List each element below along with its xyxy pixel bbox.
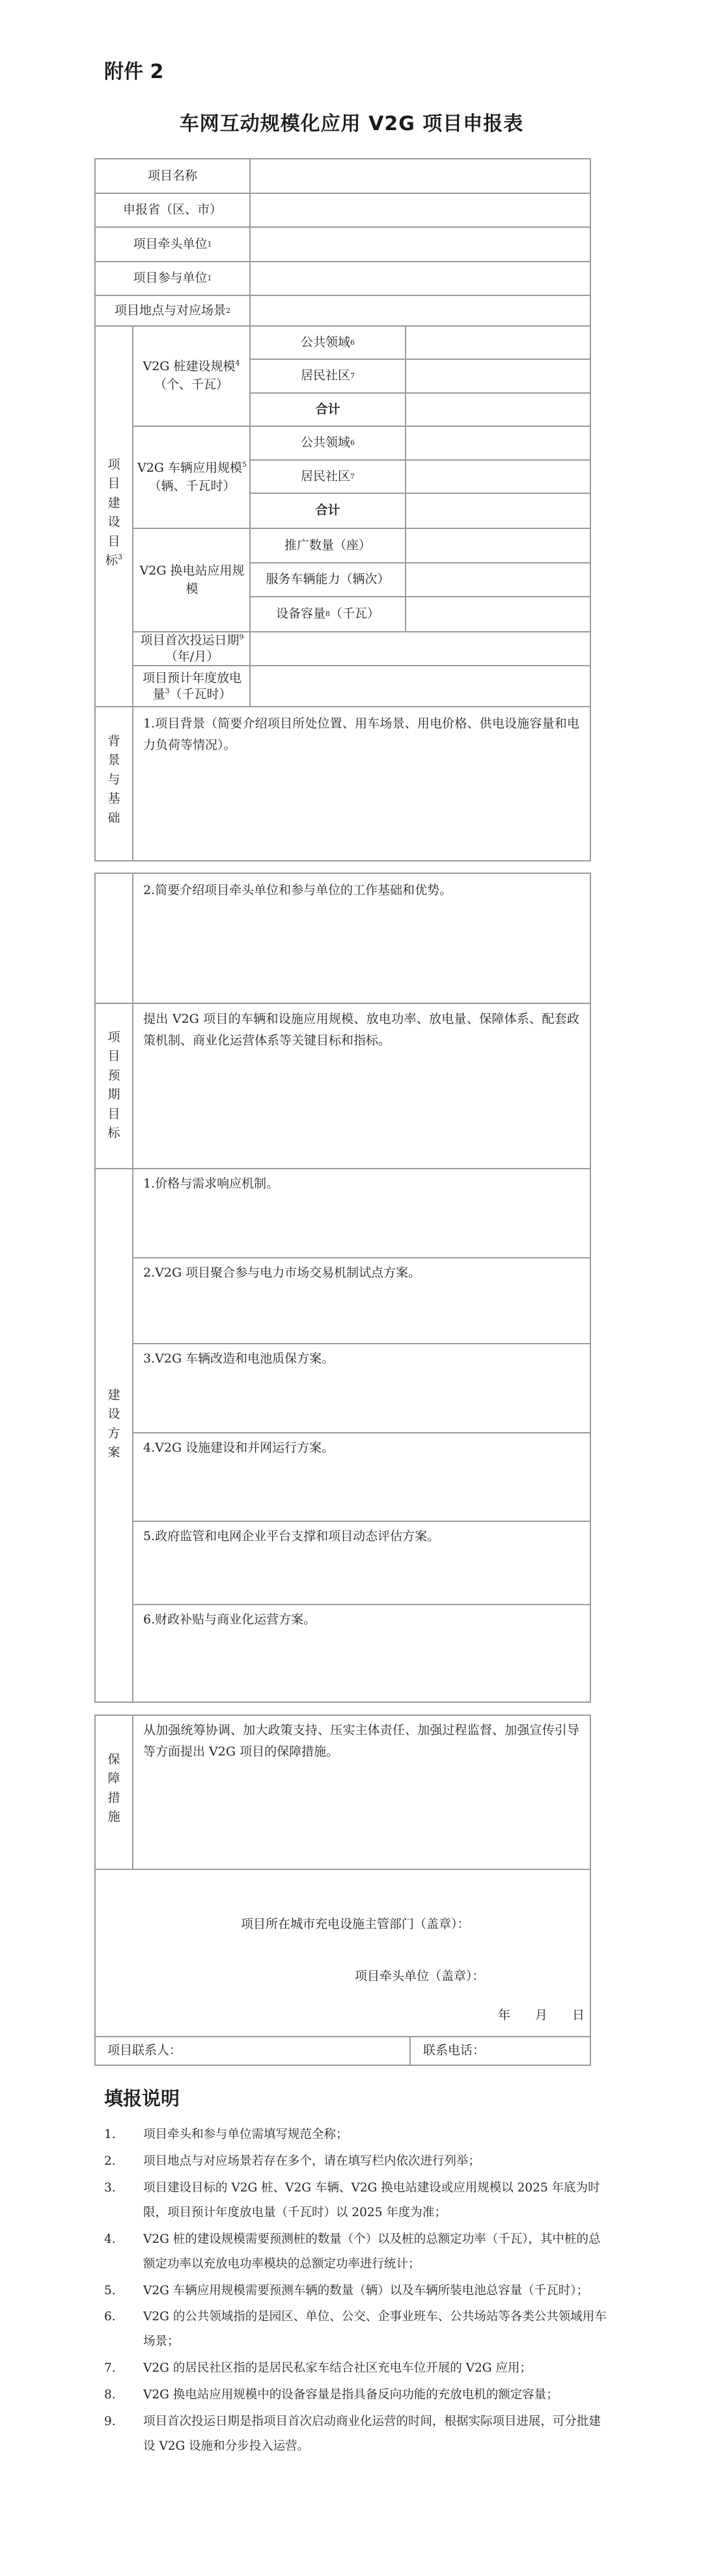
list-item: 4. V2G 桩的建设规模需要预测桩的数量（个）以及桩的总额定功率（千瓦），其中桩的总额定功率以充放电功率模块的总额定功率进行统计；	[104, 2232, 601, 2271]
label-swap-scale: V2G 换电站应用规模	[139, 563, 245, 596]
input-participant-unit[interactable]	[251, 262, 590, 295]
label-vehicle-public: 公共领域 6	[300, 435, 355, 450]
input-device-capacity[interactable]	[406, 597, 590, 631]
list-item: 6. V2G 的公共领域指的是园区、单位、公交、企事业班车、公共场站等各类公共领域用车场景；	[104, 2310, 607, 2349]
label-device-capacity: 设备容量 8 （千瓦）	[275, 606, 380, 621]
background-item-1: 1.项目背景（简要介绍项目所处位置、用车场景、用电价格、供电设施容量和电力负荷等情况）。	[143, 716, 579, 753]
seal-authority: 项目所在城市充电设施主管部门（盖章）：	[241, 1917, 470, 1931]
list-item: 7. V2G 的居民社区指的是居民私家车结合社区充电车位开展的 V2G 应用；	[104, 2361, 532, 2376]
input-lead-unit[interactable]	[251, 228, 590, 261]
plan-item-6: 6.财政补贴与商业化运营方案。	[143, 1612, 316, 1627]
label-promo-count: 推广数量（座）	[284, 537, 371, 552]
input-promo-count[interactable]	[406, 529, 590, 562]
label-annual-discharge: 项目预计年度放电量$^3$（千瓦时）	[142, 670, 241, 701]
list-item: 1. 项目牵头和参与单位需填写规范全称；	[104, 2128, 348, 2141]
plan-item-3: 3.V2G 车辆改造和电池质保方案。	[143, 1351, 335, 1366]
note-ref: 2	[226, 306, 230, 315]
plan-item-2: 2.V2G 项目聚合参与电力市场交易机制试点方案。	[143, 1266, 421, 1280]
label-pile-scale: V2G 桩建设规模$^4$ （个、千瓦）	[143, 359, 240, 392]
label-pile-residential: 居民社区 7	[300, 368, 355, 383]
document-title: 车网互动规模化应用 V2G 项目申报表	[179, 113, 524, 135]
label-expected-goals: 项目预期目标	[107, 1030, 120, 1141]
notes-list	[104, 2122, 612, 2461]
input-vehicle-residential[interactable]	[406, 461, 590, 493]
label-project-name: 项目名称	[147, 168, 197, 183]
list-item: 8. V2G 换电站应用规模中的设备容量是指具备反向功能的充放电机的额定容量；	[104, 2388, 558, 2402]
input-pile-total[interactable]	[406, 394, 590, 426]
input-first-date[interactable]	[251, 632, 590, 665]
list-item: 9. 项目首次投运日期是指项目首次启动商业化运营的时间，根据实际项目进展，可分批建设 V2G 设施和分步投入运营。	[104, 2415, 601, 2454]
note-ref: 1	[207, 274, 212, 283]
seal-date: 年 月 日	[498, 2008, 585, 2022]
label-construction-plan: 建设方案	[107, 1388, 120, 1460]
label-vehicle-residential: 居民社区 7	[300, 468, 355, 483]
label-background: 背景与基础	[107, 734, 120, 825]
input-service-capacity[interactable]	[406, 563, 590, 596]
list-item: 2. 项目地点与对应场景若存在多个，请在填写栏内依次进行列举；	[104, 2154, 481, 2168]
attachment-label: 附件 2	[104, 61, 164, 83]
safeguard-text: 从加强统筹协调、加大政策支持、压实主体责任、加强过程监督、加强宣传引导等方面提出 V2G 项目的保障措施。	[143, 1723, 579, 1759]
list-item: 5. V2G 车辆应用规模需要预测车辆的数量（辆）以及车辆所装电池总容量（千瓦时）；	[104, 2283, 589, 2298]
seal-lead-unit: 项目牵头单位（盖章）：	[355, 1969, 485, 1983]
label-safeguard: 保障措施	[107, 1752, 120, 1824]
input-location[interactable]	[251, 296, 590, 325]
label-service-capacity: 服务车辆能力（辆次）	[266, 572, 390, 587]
note-ref: 1	[207, 239, 212, 249]
input-vehicle-total[interactable]	[406, 494, 590, 528]
plan-item-5: 5.政府监管和电网企业平台支撑和项目动态评估方案。	[143, 1529, 440, 1543]
input-pile-public[interactable]	[406, 327, 590, 359]
label-location: 项目地点与对应场景 2	[114, 303, 230, 318]
label-participant-unit: 项目参与单位 1	[133, 271, 212, 286]
label-lead-unit: 项目牵头单位 1	[133, 236, 212, 251]
input-annual-discharge[interactable]	[251, 666, 590, 706]
label-pile-public: 公共领域 6	[300, 334, 355, 349]
plan-item-1: 1.价格与需求响应机制。	[143, 1176, 279, 1191]
input-project-name[interactable]	[251, 159, 590, 193]
input-pile-residential[interactable]	[406, 360, 590, 392]
input-vehicle-public[interactable]	[406, 427, 590, 459]
label-pile-total: 合计	[315, 401, 340, 416]
expected-goals-text: 提出 V2G 项目的车辆和设施应用规模、放电功率、放电量、保障体系、配套政策机制、商业化运营体系等关键目标和指标。	[143, 1012, 579, 1048]
contact-phone: 联系电话：	[423, 2043, 486, 2058]
contact-person: 项目联系人：	[107, 2043, 182, 2058]
list-item: 3. 项目建设目标的 V2G 桩、V2G 车辆、V2G 换电站建设或应用规模以 2025 年底为时限，项目预计年度放电量（千瓦时）以 2025 年度为准；	[104, 2180, 600, 2219]
label-vehicle-total: 合计	[315, 503, 340, 518]
notes-title: 填报说明	[104, 2087, 180, 2109]
label-vehicle-scale: V2G 车辆应用规模$^5$（辆、千瓦时）	[137, 460, 247, 493]
label-province: 申报省（区、市）	[122, 202, 222, 217]
background-item-2: 2.简要介绍项目牵头单位和参与单位的工作基础和优势。	[143, 883, 452, 897]
input-province[interactable]	[251, 194, 590, 226]
plan-item-4: 4.V2G 设施建设和并网运行方案。	[143, 1441, 335, 1455]
label-project-goals: 项目建设目标$^3$	[105, 457, 122, 568]
label-first-date: 项目首次投运日期$^9$（年/月）	[140, 632, 244, 664]
